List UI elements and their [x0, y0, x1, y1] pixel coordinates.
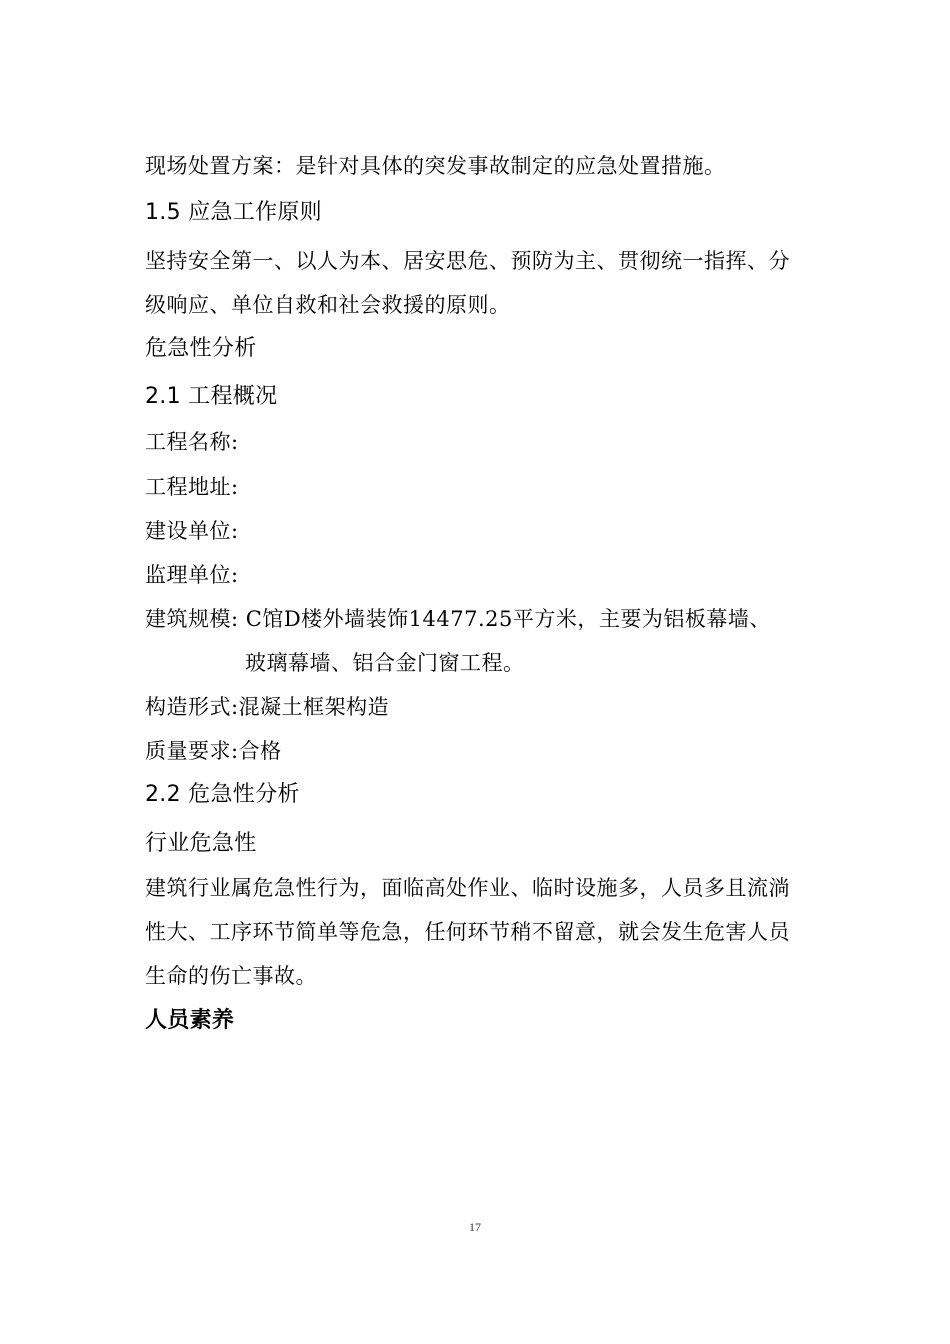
supervision-unit-field: 监理单位: [145, 563, 239, 587]
intro-line: 现场处置方案：是针对具体的突发事故制定的应急处置措施。 [145, 154, 726, 178]
section-2-1-heading: 2.1 工程概况 [145, 384, 278, 409]
industry-risk-line-1: 建筑行业属危急性行为，面临高处作业、临时设施多，人员多且流淌 [145, 876, 790, 900]
building-scale-line-2: 玻璃幕墙、铝合金门窗工程。 [245, 651, 525, 675]
chapter-heading: 危急性分析 [145, 336, 257, 361]
project-name-field: 工程名称: [145, 430, 239, 454]
industry-risk-subheading: 行业危急性 [145, 831, 257, 856]
industry-risk-line-3: 生命的伤亡事故。 [145, 964, 317, 988]
page-number: 17 [469, 1220, 481, 1234]
structure-form-field: 构造形式:混凝土框架构造 [145, 695, 390, 719]
project-address-field: 工程地址: [145, 475, 239, 499]
section-1-5-paragraph-line-2: 级响应、单位自救和社会救援的原则。 [145, 293, 511, 317]
section-1-5-heading: 1.5 应急工作原则 [145, 200, 322, 225]
building-scale-line-1: 建筑规模: C馆D楼外墙装饰14477.25平方米，主要为铝板幕墙、 [145, 607, 771, 631]
section-1-5-paragraph-line-1: 坚持安全第一、以人为本、居安思危、预防为主、贯彻统一指挥、分 [145, 249, 790, 273]
section-2-2-heading: 2.2 危急性分析 [145, 782, 300, 807]
quality-requirement-field: 质量要求:合格 [145, 739, 282, 763]
construction-unit-field: 建设单位: [145, 519, 239, 543]
personnel-quality-subheading: 人员素养 [145, 1008, 235, 1033]
industry-risk-line-2: 性大、工序环节简单等危急，任何环节稍不留意，就会发生危害人员 [145, 920, 790, 944]
